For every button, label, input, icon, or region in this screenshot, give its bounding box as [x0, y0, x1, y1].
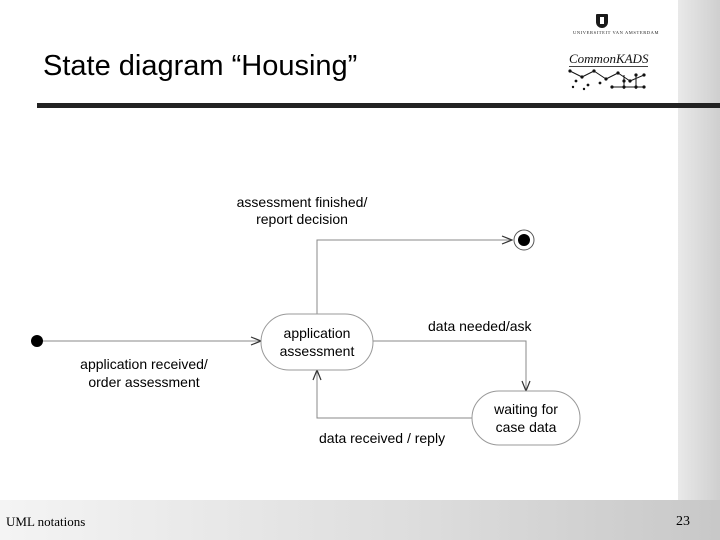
transition-finish-arrow [317, 240, 512, 314]
initial-state [31, 335, 43, 347]
label-data-needed: data needed/ask [428, 318, 532, 334]
state-waiting-for-case-data [472, 391, 580, 445]
label-data-received: data received / reply [319, 430, 446, 446]
commonkads-wordmark: CommonKADS [569, 51, 649, 66]
label-start-line1: application received/ [80, 356, 208, 372]
state-waiting-line1: waiting for [494, 401, 558, 417]
state-waiting-line2: case data [495, 419, 557, 435]
slide-title: State diagram “Housing” [43, 50, 358, 82]
page-number: 23 [676, 514, 690, 529]
footer-bar [0, 500, 720, 540]
university-name: UNIVERSITEIT VAN AMSTERDAM [573, 30, 660, 35]
final-state [514, 230, 534, 250]
label-start-line2: order assessment [88, 374, 200, 390]
label-finish-line1: assessment finished/ [236, 194, 368, 210]
footer-section-label: UML notations [6, 514, 86, 529]
state-application-assessment [261, 314, 373, 370]
state-application-assessment-line1: application [283, 325, 351, 341]
transition-data-needed-arrow [373, 341, 526, 391]
transition-data-received-arrow [317, 370, 472, 418]
label-finish-line2: report decision [256, 211, 348, 227]
state-application-assessment-line2: assessment [279, 343, 355, 359]
